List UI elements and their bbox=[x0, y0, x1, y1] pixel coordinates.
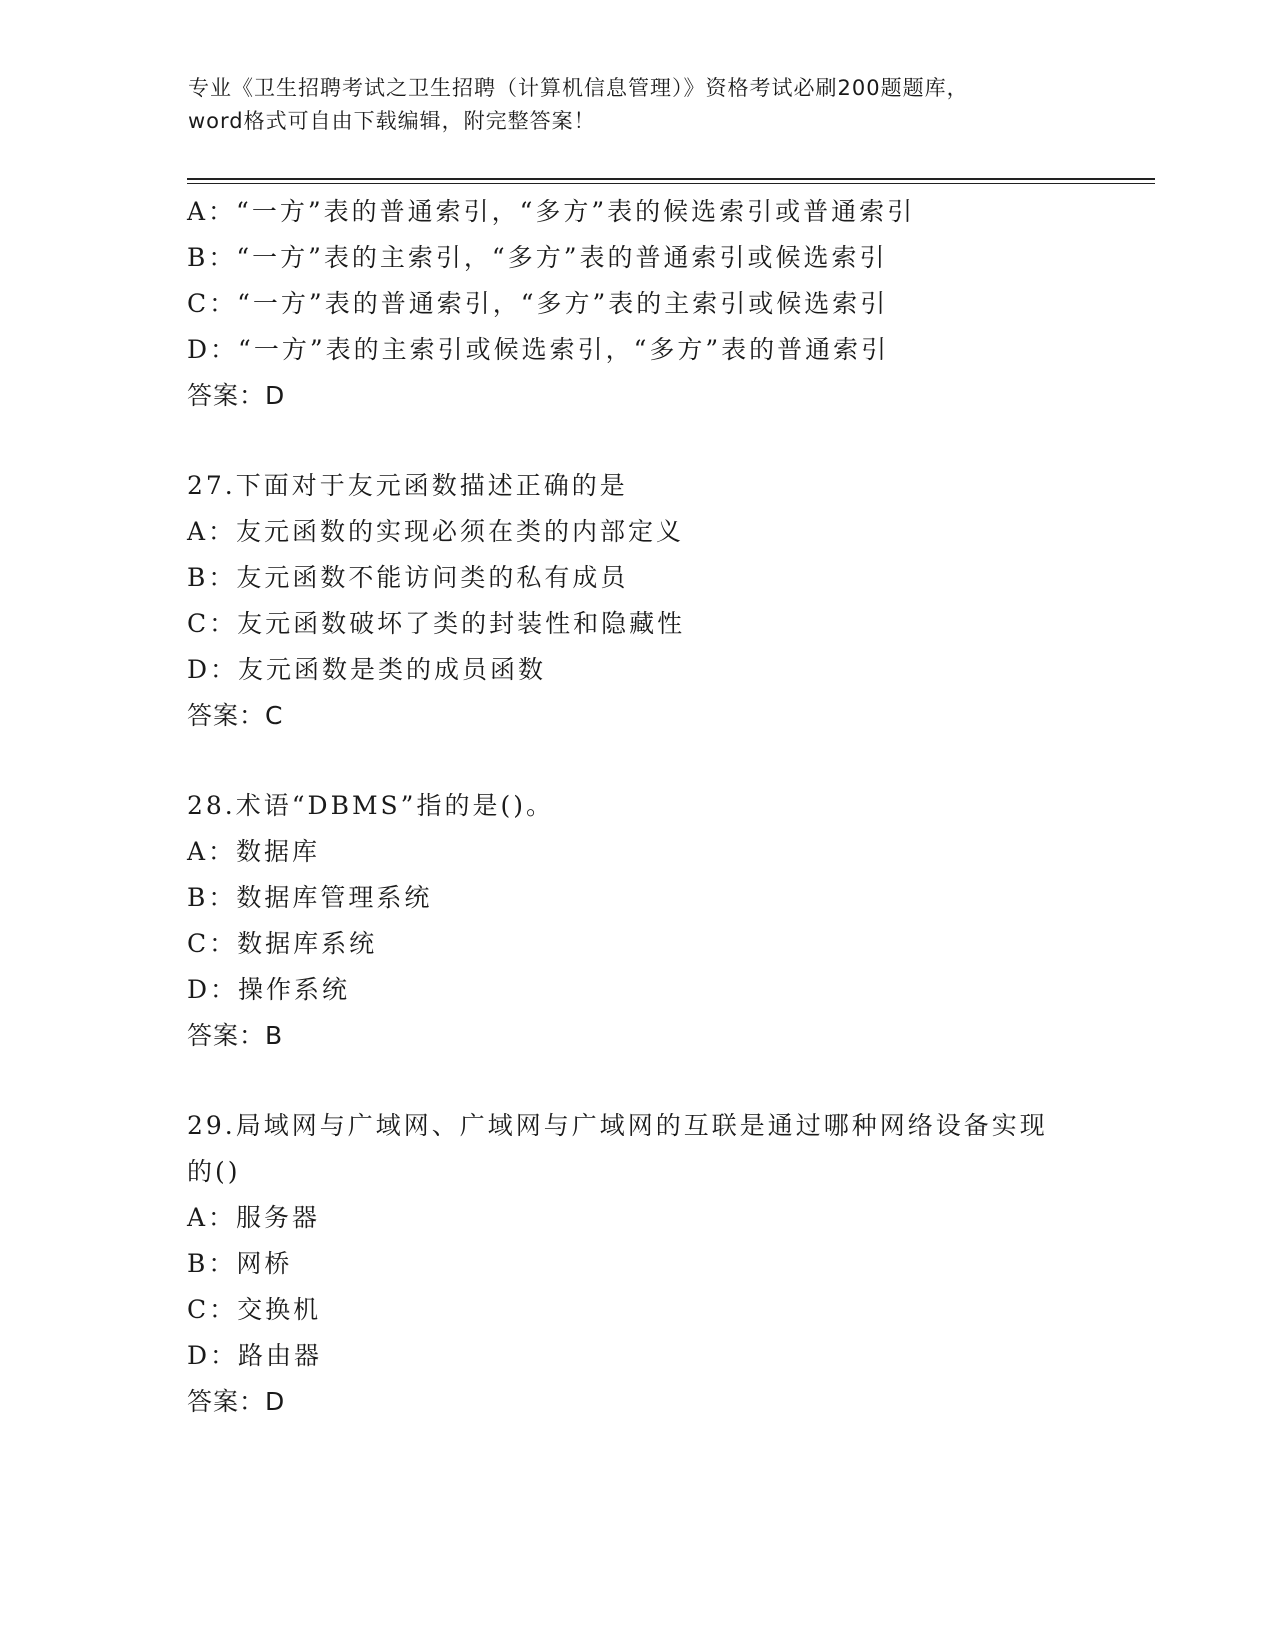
header-line-2: word格式可自由下载编辑，附完整答案！ bbox=[188, 109, 596, 133]
option-c: C：友元函数破坏了类的封装性和隐藏性 bbox=[187, 609, 686, 638]
option-d: D：路由器 bbox=[187, 1341, 323, 1370]
option-a: A：“一方”表的普通索引，“多方”表的候选索引或普通索引 bbox=[187, 197, 916, 226]
header-line-1: 专业《卫生招聘考试之卫生招聘（计算机信息管理）》资格考试必刷200题题库， bbox=[188, 76, 969, 100]
option-b: B：数据库管理系统 bbox=[187, 883, 433, 912]
header-divider-thick bbox=[187, 178, 1155, 180]
option-c: C：交换机 bbox=[187, 1295, 322, 1324]
option-b: B：友元函数不能访问类的私有成员 bbox=[187, 563, 629, 592]
question-27 bbox=[187, 463, 1147, 739]
answer-line: 答案：B bbox=[187, 1021, 284, 1050]
spacer bbox=[187, 419, 1147, 463]
option-c: C：数据库系统 bbox=[187, 929, 378, 958]
question-text: 28.术语“DBMS”指的是()。 bbox=[187, 791, 554, 820]
spacer bbox=[187, 1059, 1147, 1103]
option-d: D：“一方”表的主索引或候选索引，“多方”表的普通索引 bbox=[187, 335, 890, 364]
question-text-continued: 的() bbox=[187, 1157, 241, 1186]
answer-line: 答案：D bbox=[187, 1387, 286, 1416]
option-b: B：网桥 bbox=[187, 1249, 293, 1278]
option-a: A：数据库 bbox=[187, 837, 321, 866]
option-c: C：“一方”表的普通索引，“多方”表的主索引或候选索引 bbox=[187, 289, 889, 318]
option-a: A：友元函数的实现必须在类的内部定义 bbox=[187, 517, 685, 546]
option-d: D：操作系统 bbox=[187, 975, 351, 1004]
option-b: B：“一方”表的主索引，“多方”表的普通索引或候选索引 bbox=[187, 243, 888, 272]
document-header bbox=[188, 72, 1088, 138]
question-28 bbox=[187, 783, 1147, 1059]
option-a: A：服务器 bbox=[187, 1203, 321, 1232]
question-26 bbox=[187, 189, 1147, 419]
question-29 bbox=[187, 1103, 1147, 1425]
header-divider-thin bbox=[187, 183, 1155, 184]
spacer bbox=[187, 739, 1147, 783]
answer-line: 答案：D bbox=[187, 381, 286, 410]
answer-line: 答案：C bbox=[187, 701, 284, 730]
option-d: D：友元函数是类的成员函数 bbox=[187, 655, 547, 684]
question-text: 29.局域网与广域网、广域网与广域网的互联是通过哪种网络设备实现 bbox=[187, 1111, 1048, 1140]
question-list bbox=[187, 189, 1147, 1425]
question-text: 27.下面对于友元函数描述正确的是 bbox=[187, 471, 628, 500]
